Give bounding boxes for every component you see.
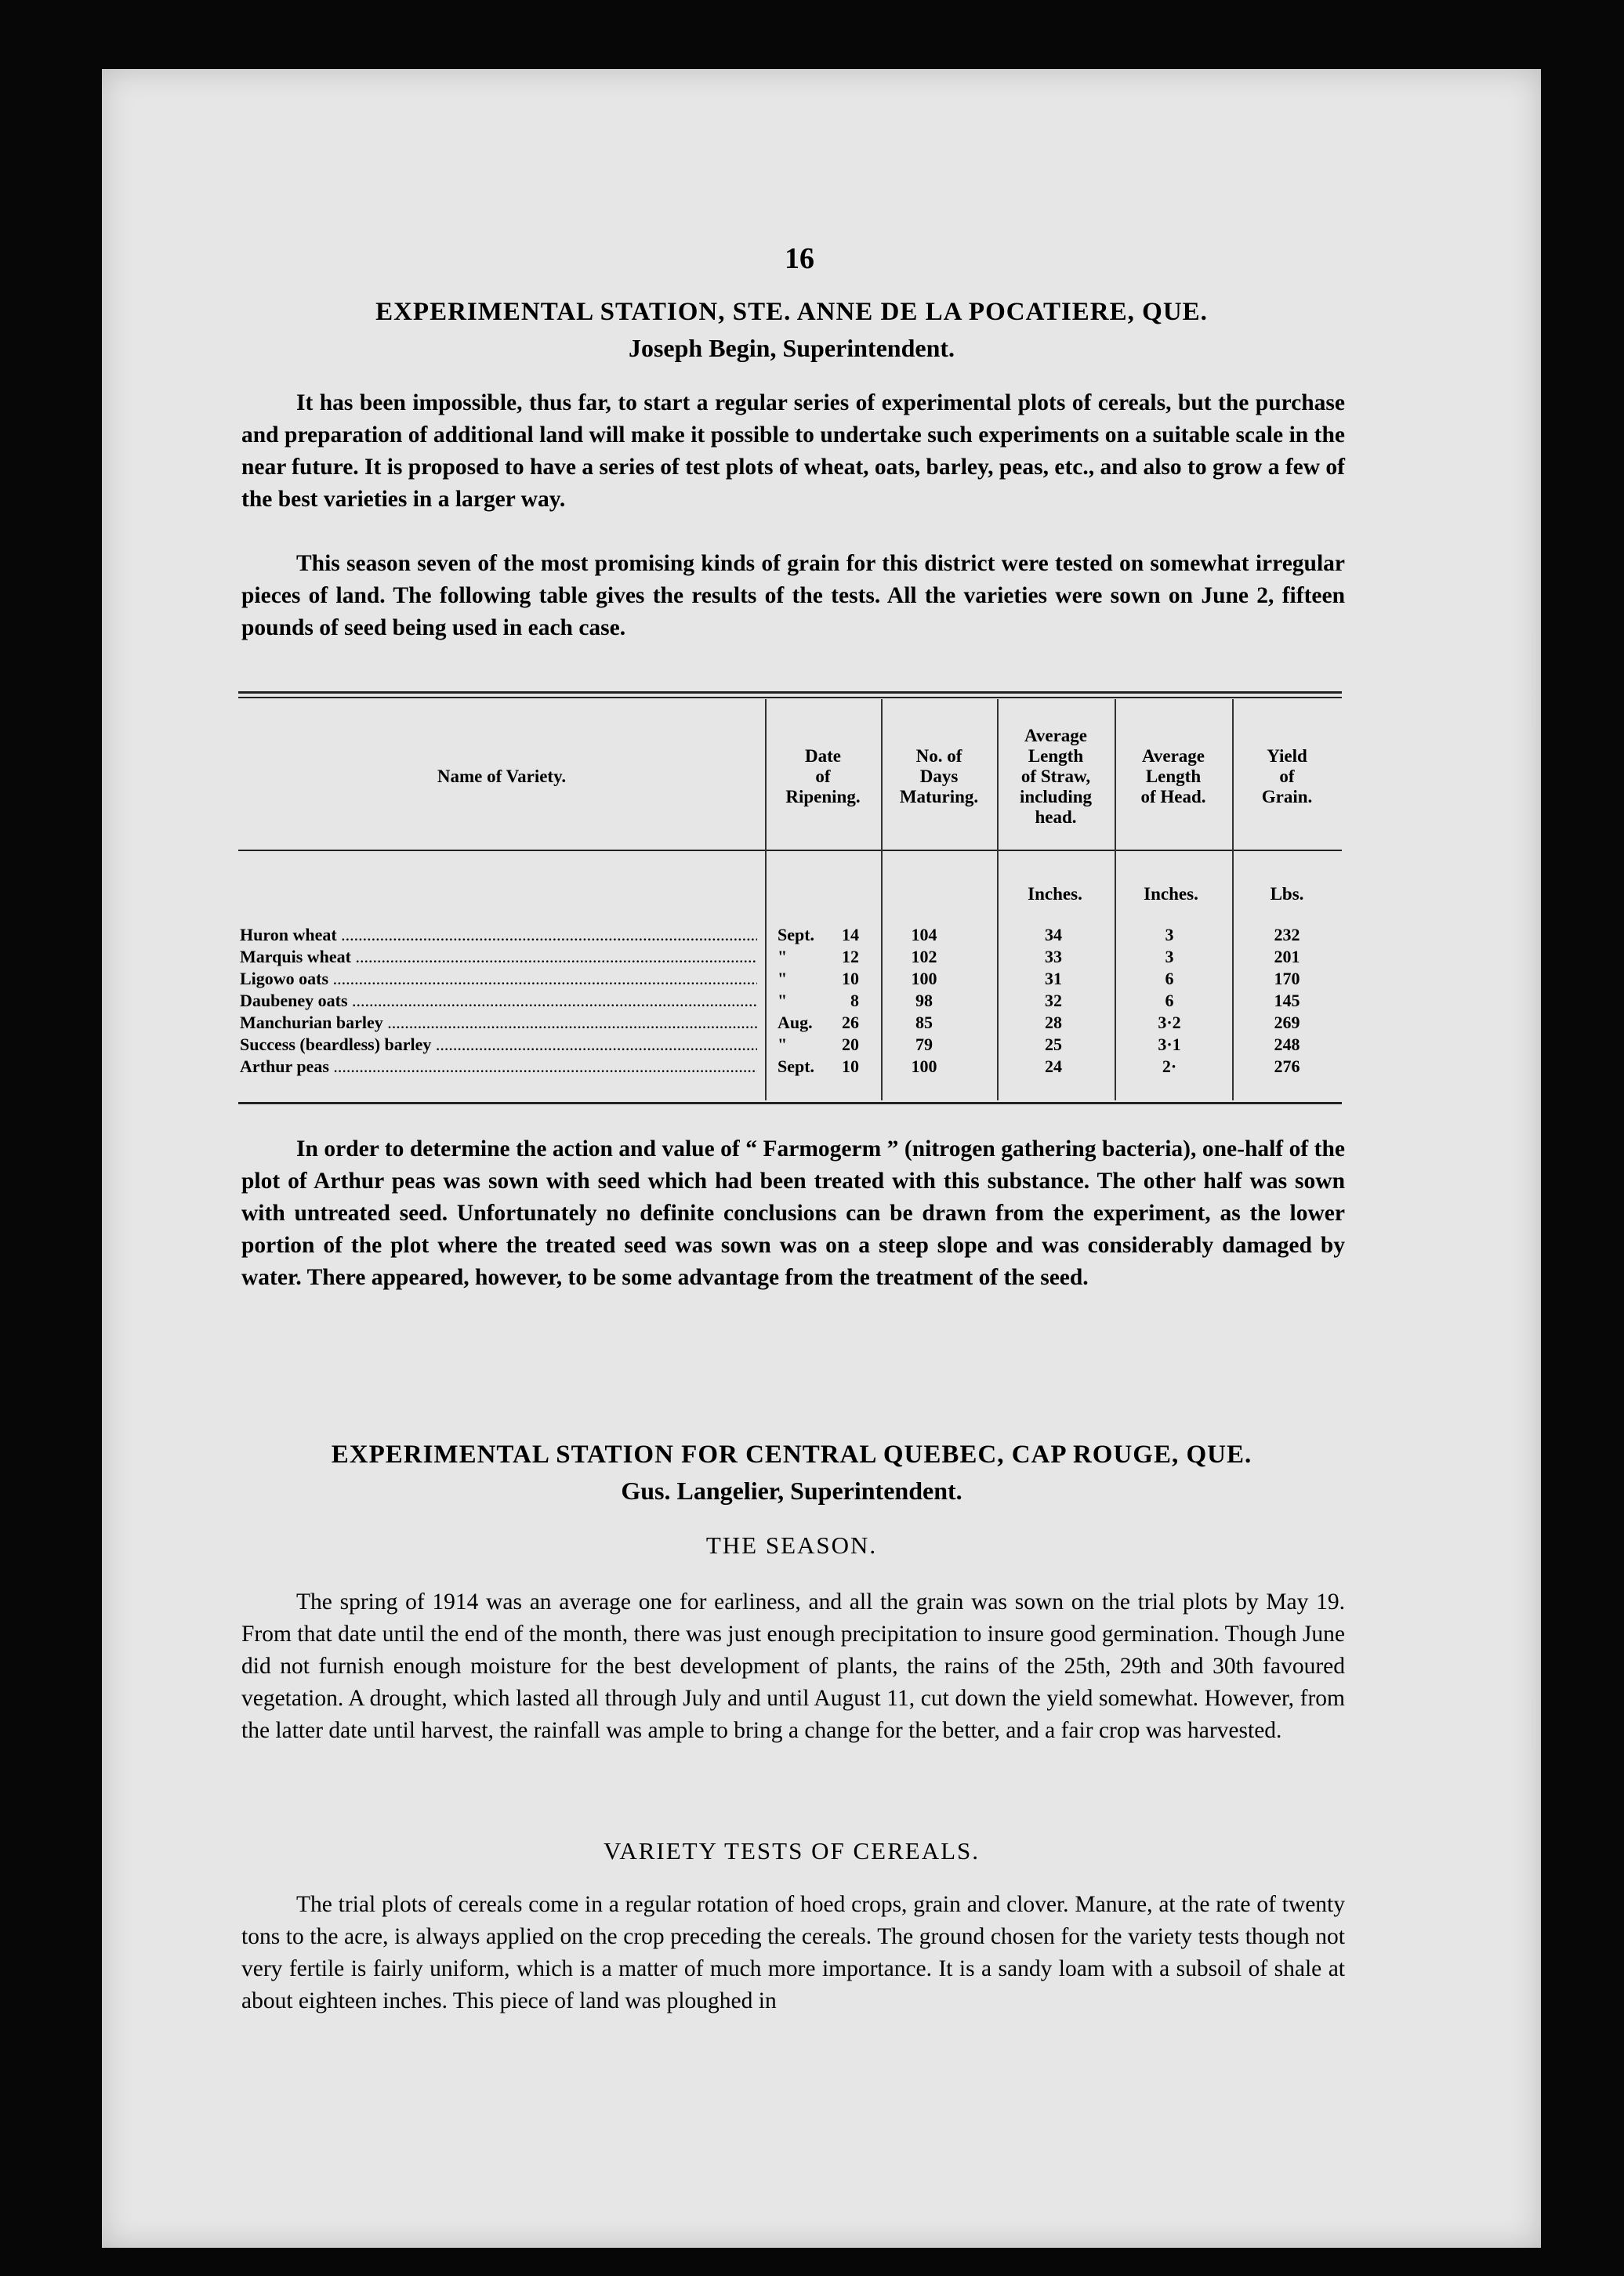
ripening-month: " xyxy=(778,1035,788,1054)
days-maturing: 98 xyxy=(915,991,933,1010)
head-length: 3·1 xyxy=(1158,1035,1181,1054)
days-maturing: 100 xyxy=(911,1056,937,1076)
variety-name: Ligowo oats ..... xyxy=(240,969,757,989)
head-length: 3 xyxy=(1165,947,1174,966)
straw-length: 25 xyxy=(1045,1035,1062,1054)
edge-mark xyxy=(1532,1701,1536,1748)
unit-head: Inches. xyxy=(1144,884,1198,904)
variety-tests-heading: VARIETY TESTS OF CEREALS. xyxy=(603,1837,981,1865)
header-days-maturing: No. of Days Maturing. xyxy=(899,746,979,806)
ripening-day: 10 xyxy=(842,1056,859,1076)
section1-paragraph-2: This season seven of the most promising kinds of grain for this district were tested on somewhat irregular pieces of land. The following table gives the results of the tests. All the varieties were sown on June 2, fifteen pounds of seed being used in each case. xyxy=(241,551,1345,640)
grain-yield: 269 xyxy=(1274,1013,1300,1032)
table-row xyxy=(238,991,1342,1013)
unit-straw: Inches. xyxy=(1028,884,1082,904)
header-length-of-straw: Average Length of Straw, including head. xyxy=(1019,726,1093,827)
ripening-day: 8 xyxy=(850,991,859,1010)
variety-name: Success (beardless) barley ..... xyxy=(240,1035,757,1055)
season-paragraph: The spring of 1914 was an average one for earliness, and all the grain was sown on the trial plots by May 19. From that date until the end of the month, there was just enough precipitation to insure good germination. Though June did not furnish enough moisture for the best development of plants, the rains of the 25th, 29th and 30th favoured vegetation. A drought, which lasted all through July and until August 11, cut down the yield somewhat. However, from the latter date until harvest, the rainfall was ample to bring a change for the better, and a fair crop was harvested. xyxy=(241,1589,1345,1743)
straw-length: 31 xyxy=(1045,969,1062,988)
straw-length: 33 xyxy=(1045,947,1062,966)
ripening-day: 10 xyxy=(842,969,859,988)
page-number: 16 xyxy=(785,242,814,275)
grain-yield: 145 xyxy=(1274,991,1300,1010)
variety-name: Daubeney oats ..... xyxy=(240,991,757,1011)
variety-tests-paragraph: The trial plots of cereals come in a regular rotation of hoed crops, grain and clover. Manure, at the rate of twenty tons to the acre, is always applied on the crop preceding the cereals. The ground chosen for the variety tests though not very fertile is fairly uniform, which is a matter of much more importance. It is a sandy loam with a subsoil of shale at about eighteen inches. This piece of land was ploughed in xyxy=(241,1892,1345,2013)
grain-yield: 170 xyxy=(1274,969,1300,988)
grain-yield: 248 xyxy=(1274,1035,1300,1054)
days-maturing: 102 xyxy=(911,947,937,966)
header-length-of-head: Average Length of Head. xyxy=(1140,746,1206,806)
section1-superintendent: Joseph Begin, Superintendent. xyxy=(628,334,955,362)
results-table xyxy=(238,691,1342,1107)
ripening-month: " xyxy=(778,969,788,988)
edge-mark xyxy=(1532,696,1536,727)
variety-name: Manchurian barley ..... xyxy=(240,1013,757,1033)
ripening-month: " xyxy=(778,947,788,966)
table-row xyxy=(238,947,1342,969)
ripening-day: 12 xyxy=(842,947,859,966)
days-maturing: 104 xyxy=(911,925,937,944)
variety-name: Marquis wheat ..... xyxy=(240,947,757,967)
table-row xyxy=(238,925,1342,947)
grain-yield: 201 xyxy=(1274,947,1300,966)
table-row xyxy=(238,969,1342,991)
straw-length: 28 xyxy=(1045,1013,1062,1032)
section2-superintendent: Gus. Langelier, Superintendent. xyxy=(621,1477,962,1505)
variety-name: Huron wheat ..... xyxy=(240,925,757,945)
section1-paragraph-1: It has been impossible, thus far, to start a regular series of experimental plots of cereals, but the purchase and preparation of additional land will make it possible to undertake such experiments on a suitable scale in the near future. It is proposed to have a series of test plots of wheat, oats, barley, peas, etc., and also to grow a few of the best varieties in a larger way. xyxy=(241,390,1345,512)
table-row xyxy=(238,1035,1342,1056)
days-maturing: 79 xyxy=(915,1035,933,1054)
ripening-month: Aug. xyxy=(778,1013,813,1032)
ripening-month: " xyxy=(778,991,788,1010)
ripening-day: 14 xyxy=(842,925,859,944)
days-maturing: 85 xyxy=(915,1013,933,1032)
header-yield-of-grain: Yield of Grain. xyxy=(1261,746,1313,806)
head-length: 6 xyxy=(1165,969,1174,988)
ripening-month: Sept. xyxy=(778,1056,815,1076)
ripening-day: 20 xyxy=(842,1035,859,1054)
table-row xyxy=(238,1013,1342,1035)
section1-paragraph-3: In order to determine the action and value of “ Farmogerm ” (nitrogen gathering bacteria), one-half of the plot of Arthur peas was sown with seed which had been treated with this substance. The other half was sown with untreated seed. Unfortunately no definite conclusions can be drawn from the experiment, as the lower portion of the plot where the treated seed was sown was on a steep slope and was considerably damaged by water. There appeared, however, to be some advantage from the treatment of the seed. xyxy=(241,1136,1345,1290)
unit-yield: Lbs. xyxy=(1270,884,1304,904)
head-length: 2· xyxy=(1162,1056,1177,1076)
variety-name: Arthur peas ..... xyxy=(240,1056,757,1077)
ripening-month: Sept. xyxy=(778,925,815,944)
grain-yield: 276 xyxy=(1274,1056,1300,1076)
header-name-of-variety: Name of Variety. xyxy=(437,767,567,786)
header-date-of-ripening: Date of Ripening. xyxy=(785,746,861,806)
head-length: 3·2 xyxy=(1158,1013,1181,1032)
head-length: 3 xyxy=(1165,925,1174,944)
season-heading: THE SEASON. xyxy=(705,1531,878,1559)
section1-title: EXPERIMENTAL STATION, STE. ANNE DE LA POCATIERE, QUE. xyxy=(375,298,1208,326)
days-maturing: 100 xyxy=(911,969,937,988)
grain-yield: 232 xyxy=(1274,925,1300,944)
section2-title: EXPERIMENTAL STATION FOR CENTRAL QUEBEC, CAP ROUGE, QUE. xyxy=(331,1441,1252,1469)
edge-mark xyxy=(1532,633,1536,688)
head-length: 6 xyxy=(1165,991,1174,1010)
ripening-day: 26 xyxy=(842,1013,859,1032)
straw-length: 24 xyxy=(1045,1056,1062,1076)
straw-length: 34 xyxy=(1045,925,1062,944)
straw-length: 32 xyxy=(1045,991,1062,1010)
table-row xyxy=(238,1056,1342,1078)
